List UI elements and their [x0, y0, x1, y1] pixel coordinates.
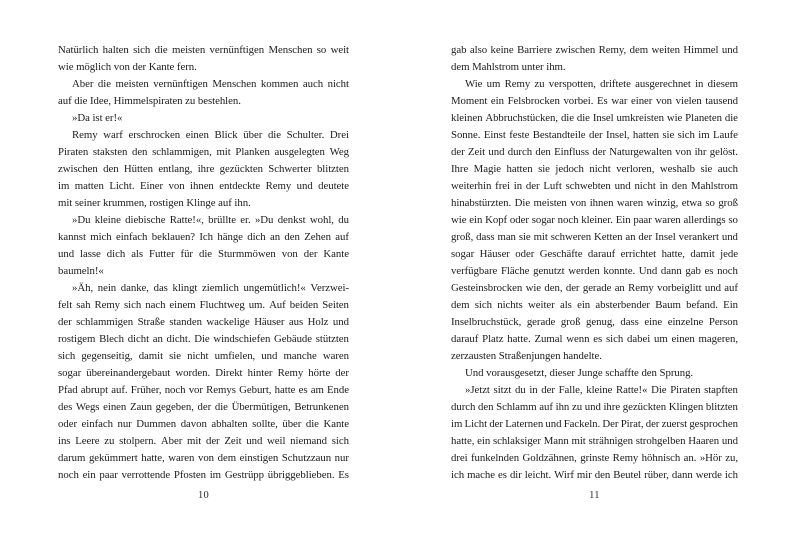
- text-line: Sonne. Einst feste Bestandteile der Insel, hatten sie sich im Laufe: [451, 129, 738, 141]
- text-line: Und vorausgesetzt, dieser Junge schaffte den Sprung.: [465, 367, 694, 379]
- left-page-number: 10: [197, 490, 210, 501]
- text-line: Wie um Remy zu verspotten, driftete ausgerechnet in diesem: [465, 78, 738, 90]
- text-line: verfügbare Fläche genutzt werden konnte. Und dann gab es noch: [451, 265, 738, 277]
- text-line: im Licht der Laternen und Fackeln. Der Pirat, der zuerst gesprochen: [451, 418, 738, 430]
- left-page-text: [58, 42, 349, 484]
- text-line: des Wegs einen Zaun gegeben, der die Übermütigen, Betrunkenen: [58, 401, 349, 413]
- text-line: gab also keine Barriere zwischen Remy, dem weiten Himmel und: [451, 44, 738, 56]
- text-line: kannst mich einfach beklauen? Ich hänge dich an den Zehen auf: [58, 231, 349, 243]
- text-line: Natürlich halten sich die meisten vernünftigen Menschen so weit: [58, 44, 349, 56]
- text-line: kleinen Abbruchstücken, die die Insel umkreisten wie Planeten die: [451, 112, 738, 124]
- text-line: drei funkelnden Goldzähnen, grinste Remy höhnisch an. »Hör zu,: [451, 452, 738, 464]
- text-line: oder einfach nur Dummen davon abhalten sollte, über die Kante: [58, 418, 349, 430]
- right-page-number: 11: [589, 490, 600, 501]
- text-line: ich mache es dir leicht. Wirf mir den Beutel rüber, dann werde ich: [451, 469, 738, 481]
- text-line: ins Leere zu stolpern. Aber mit der Zeit und weil niemand sich: [58, 435, 349, 447]
- text-line: Aber die meisten vernünftigen Menschen kommen auch nicht: [72, 78, 349, 90]
- text-line: Remy warf erschrocken einen Blick über die Schulter. Drei: [72, 129, 349, 141]
- text-line: »Du kleine diebische Ratte!«, brüllte er. »Du denkst wohl, du: [72, 214, 349, 226]
- text-line: »Jetzt sitzt du in der Falle, kleine Ratte!« Die Piraten stapften: [465, 384, 738, 396]
- text-line: sogar Häuser oder Geschäfte darauf errichtet hatte, damit jede: [451, 248, 738, 260]
- text-line: rostigem Blech dicht an dicht. Die windschiefen Gebäude stützten: [58, 333, 349, 345]
- text-line: Gesteinsbrocken wie den, der gerade an Remy vorbeiglitt und auf: [451, 282, 738, 294]
- text-line: dem Mahlstrom unter ihm.: [451, 61, 566, 73]
- text-line: darauf Platz hatte. Zumal wenn es sich dabei um einen mageren,: [451, 333, 738, 345]
- right-page-text: [451, 42, 738, 484]
- text-line: dem sich nichts weiter als ein absterbender Baum befand. Ein: [451, 299, 738, 311]
- text-line: zerzausten Straßenjungen handelte.: [451, 350, 602, 362]
- text-line: wie ein Kopf oder sogar noch kleiner. Ein paar waren allerdings so: [451, 214, 738, 226]
- text-line: »Äh, nein danke, das klingt ziemlich ungemütlich!« Verzwei-: [72, 282, 349, 294]
- text-line: »Da ist er!«: [72, 112, 123, 124]
- text-line: der schlammigen Straße standen wackelige Häuser aus Holz und: [58, 316, 349, 328]
- text-line: durch den Schlamm auf ihn zu und ihre gezückten Klingen blitzten: [451, 401, 738, 413]
- text-line: sich gegenseitig, damit sie nicht umfielen, und manche waren: [58, 350, 349, 362]
- left-page: [58, 42, 349, 512]
- text-line: Piraten staksten den schlammigen, mit Planken ausgelegten Weg: [58, 146, 349, 158]
- text-line: noch ein paar verrottende Pfosten im Gestrüpp übriggeblieben. Es: [58, 469, 349, 481]
- text-line: weiterhin frei in der Luft schwebten und nicht in den Mahlstrom: [451, 180, 738, 192]
- text-line: und lasse dich als Futter für die Sturmmöwen von der Kante: [58, 248, 349, 260]
- text-line: felt sah Remy sich nach einem Fluchtweg um. Auf beiden Seiten: [58, 299, 349, 311]
- text-line: groß, dass man sie mit schweren Ketten an der Insel verankert und: [451, 231, 738, 243]
- text-line: Pfad abrupt auf. Früher, noch vor Remys Geburt, hatte es am Ende: [58, 384, 349, 396]
- right-page: [451, 42, 738, 512]
- text-line: Ihre Magie hatten sie jedoch nicht verloren, weshalb sie auch: [451, 163, 738, 175]
- text-line: wie möglich von der Kante fern.: [58, 61, 197, 73]
- text-line: auf die Idee, Himmelspiraten zu bestehlen.: [58, 95, 241, 107]
- text-line: sogar übereinandergebaut worden. Direkt hinter Remy hörte der: [58, 367, 349, 379]
- text-line: mit seiner krummen, rostigen Klinge auf ihn.: [58, 197, 251, 209]
- text-line: Inselbruchstück, gerade groß genug, dass eine einzelne Person: [451, 316, 738, 328]
- text-line: zwischen den Hütten entlang, ihre gezückten Schwerter blitzten: [58, 163, 349, 175]
- text-line: hinabstürzten. Die meisten von ihnen waren winzig, etwa so groß: [451, 197, 738, 209]
- text-line: darum gekümmert hatte, waren von dem einstigen Schutzzaun nur: [58, 452, 349, 464]
- text-line: baumeln!«: [58, 265, 104, 277]
- text-line: hatte, ein schlaksiger Mann mit strähnigen strohgelben Haaren und: [451, 435, 738, 447]
- text-line: Moment ein Felsbrocken vorbei. Es war einer von vielen tausend: [451, 95, 738, 107]
- text-line: der Zeit und durch den Einfluss der Naturgewalten von ihr gelöst.: [451, 146, 738, 158]
- text-line: im matten Licht. Einer von ihnen entdeckte Remy und deutete: [58, 180, 349, 192]
